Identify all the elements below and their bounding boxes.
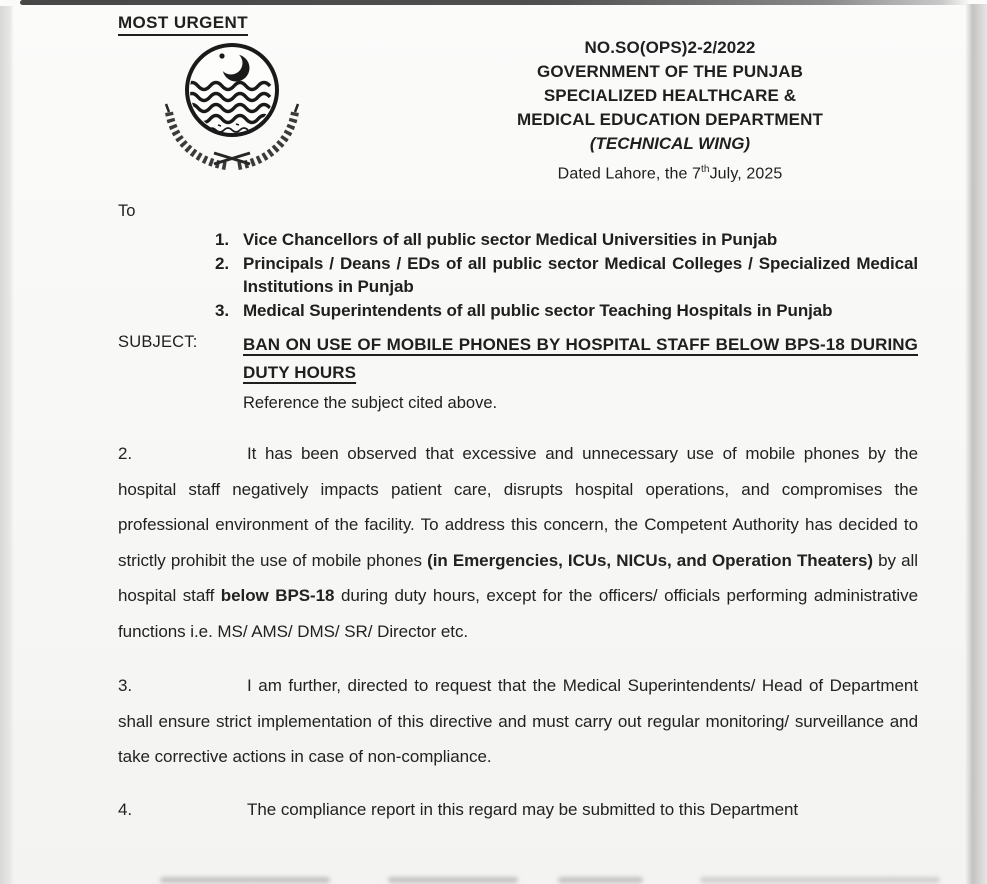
addressee-text: Vice Chancellors of all public sector Medical Universities in Punjab <box>243 230 778 249</box>
addressee-number: 3. <box>215 300 229 320</box>
page-left-edge-shadow <box>0 6 14 884</box>
paragraph-text-bold: (in Emergencies, ICUs, NICUs, and Operation Theaters) <box>427 550 874 570</box>
date-ordinal: th <box>701 164 710 175</box>
addressee-number: 2. <box>215 253 229 273</box>
letter-reference-number: NO.SO(OPS)2-2/2022 <box>584 38 756 57</box>
addressee-number: 1. <box>215 230 229 249</box>
addressee-text: Medical Superintendents of all public sector Teaching Hospitals in Punjab <box>243 300 833 320</box>
letter-content <box>118 0 918 884</box>
paragraph-3 <box>118 668 918 775</box>
subject-label: SUBJECT: <box>118 333 198 351</box>
paragraph-number: 3. <box>118 676 133 695</box>
paragraph-text: I am further, directed to request that the Medical Superintendents/ Head of Department shall ensure strict implementation of this directive and must carry out regular monitoring/ surveillance and take corrective actions in case of non-compliance. <box>118 676 918 766</box>
reference-line: Reference the subject cited above. <box>243 394 498 412</box>
paragraph-text: It has been observed that excessive and unnecessary use of mobile phones by the hospital staff negatively impacts patient care, disrupts hospital operations, and compromises the professional environment of the facility. To address this concern, the Competent Authority has decided to strictly prohibit the use of mobile phones <box>118 444 918 570</box>
punjab-government-crest-icon <box>152 40 312 172</box>
date-suffix: July, 2025 <box>709 165 783 183</box>
paragraph-text: by all hospital staff <box>118 550 918 605</box>
page-right-edge-shadow <box>965 4 987 884</box>
paragraph-4 <box>118 792 918 828</box>
org-line-2: SPECIALIZED HEALTHCARE & <box>543 86 797 105</box>
paragraph-text-bold: below BPS-18 <box>220 586 335 605</box>
date-line <box>460 164 880 183</box>
addressee-item <box>215 299 918 323</box>
addressee-list <box>215 228 918 322</box>
letterhead <box>118 36 918 198</box>
letterhead-text-block <box>460 36 880 183</box>
paragraph-text: during duty hours, except for the officers/ officials performing administrative functions i.e. MS/ AMS/ DMS/ SR/ Director etc. <box>118 586 919 641</box>
body-paragraphs <box>118 436 918 827</box>
paragraph-2 <box>118 436 918 649</box>
addressee-text: Principals / Deans / EDs of all public sector Medical Colleges / Specialized Medical Institutions in Punjab <box>243 253 918 296</box>
paragraph-number: 4. <box>118 799 133 819</box>
wing-line: (TECHNICAL WING) <box>589 134 751 153</box>
paragraph-number: 2. <box>118 444 133 463</box>
to-label: To <box>118 202 136 220</box>
addressee-item <box>215 228 918 252</box>
org-line-1: GOVERNMENT OF THE PUNJAB <box>537 62 803 81</box>
org-line-3: MEDICAL EDUCATION DEPARTMENT <box>517 110 823 129</box>
urgency-label: MOST URGENT <box>118 13 248 36</box>
date-prefix: Dated Lahore, the 7 <box>557 165 702 183</box>
addressee-item <box>215 252 918 299</box>
cut-off-text-line <box>0 875 987 884</box>
subject-text: BAN ON USE OF MOBILE PHONES BY HOSPITAL STAFF BELOW BPS-18 DURING DUTY HOURS <box>243 335 918 382</box>
subject-row <box>118 331 918 386</box>
paragraph-text: The compliance report in this regard may be submitted to this Department <box>247 799 799 819</box>
